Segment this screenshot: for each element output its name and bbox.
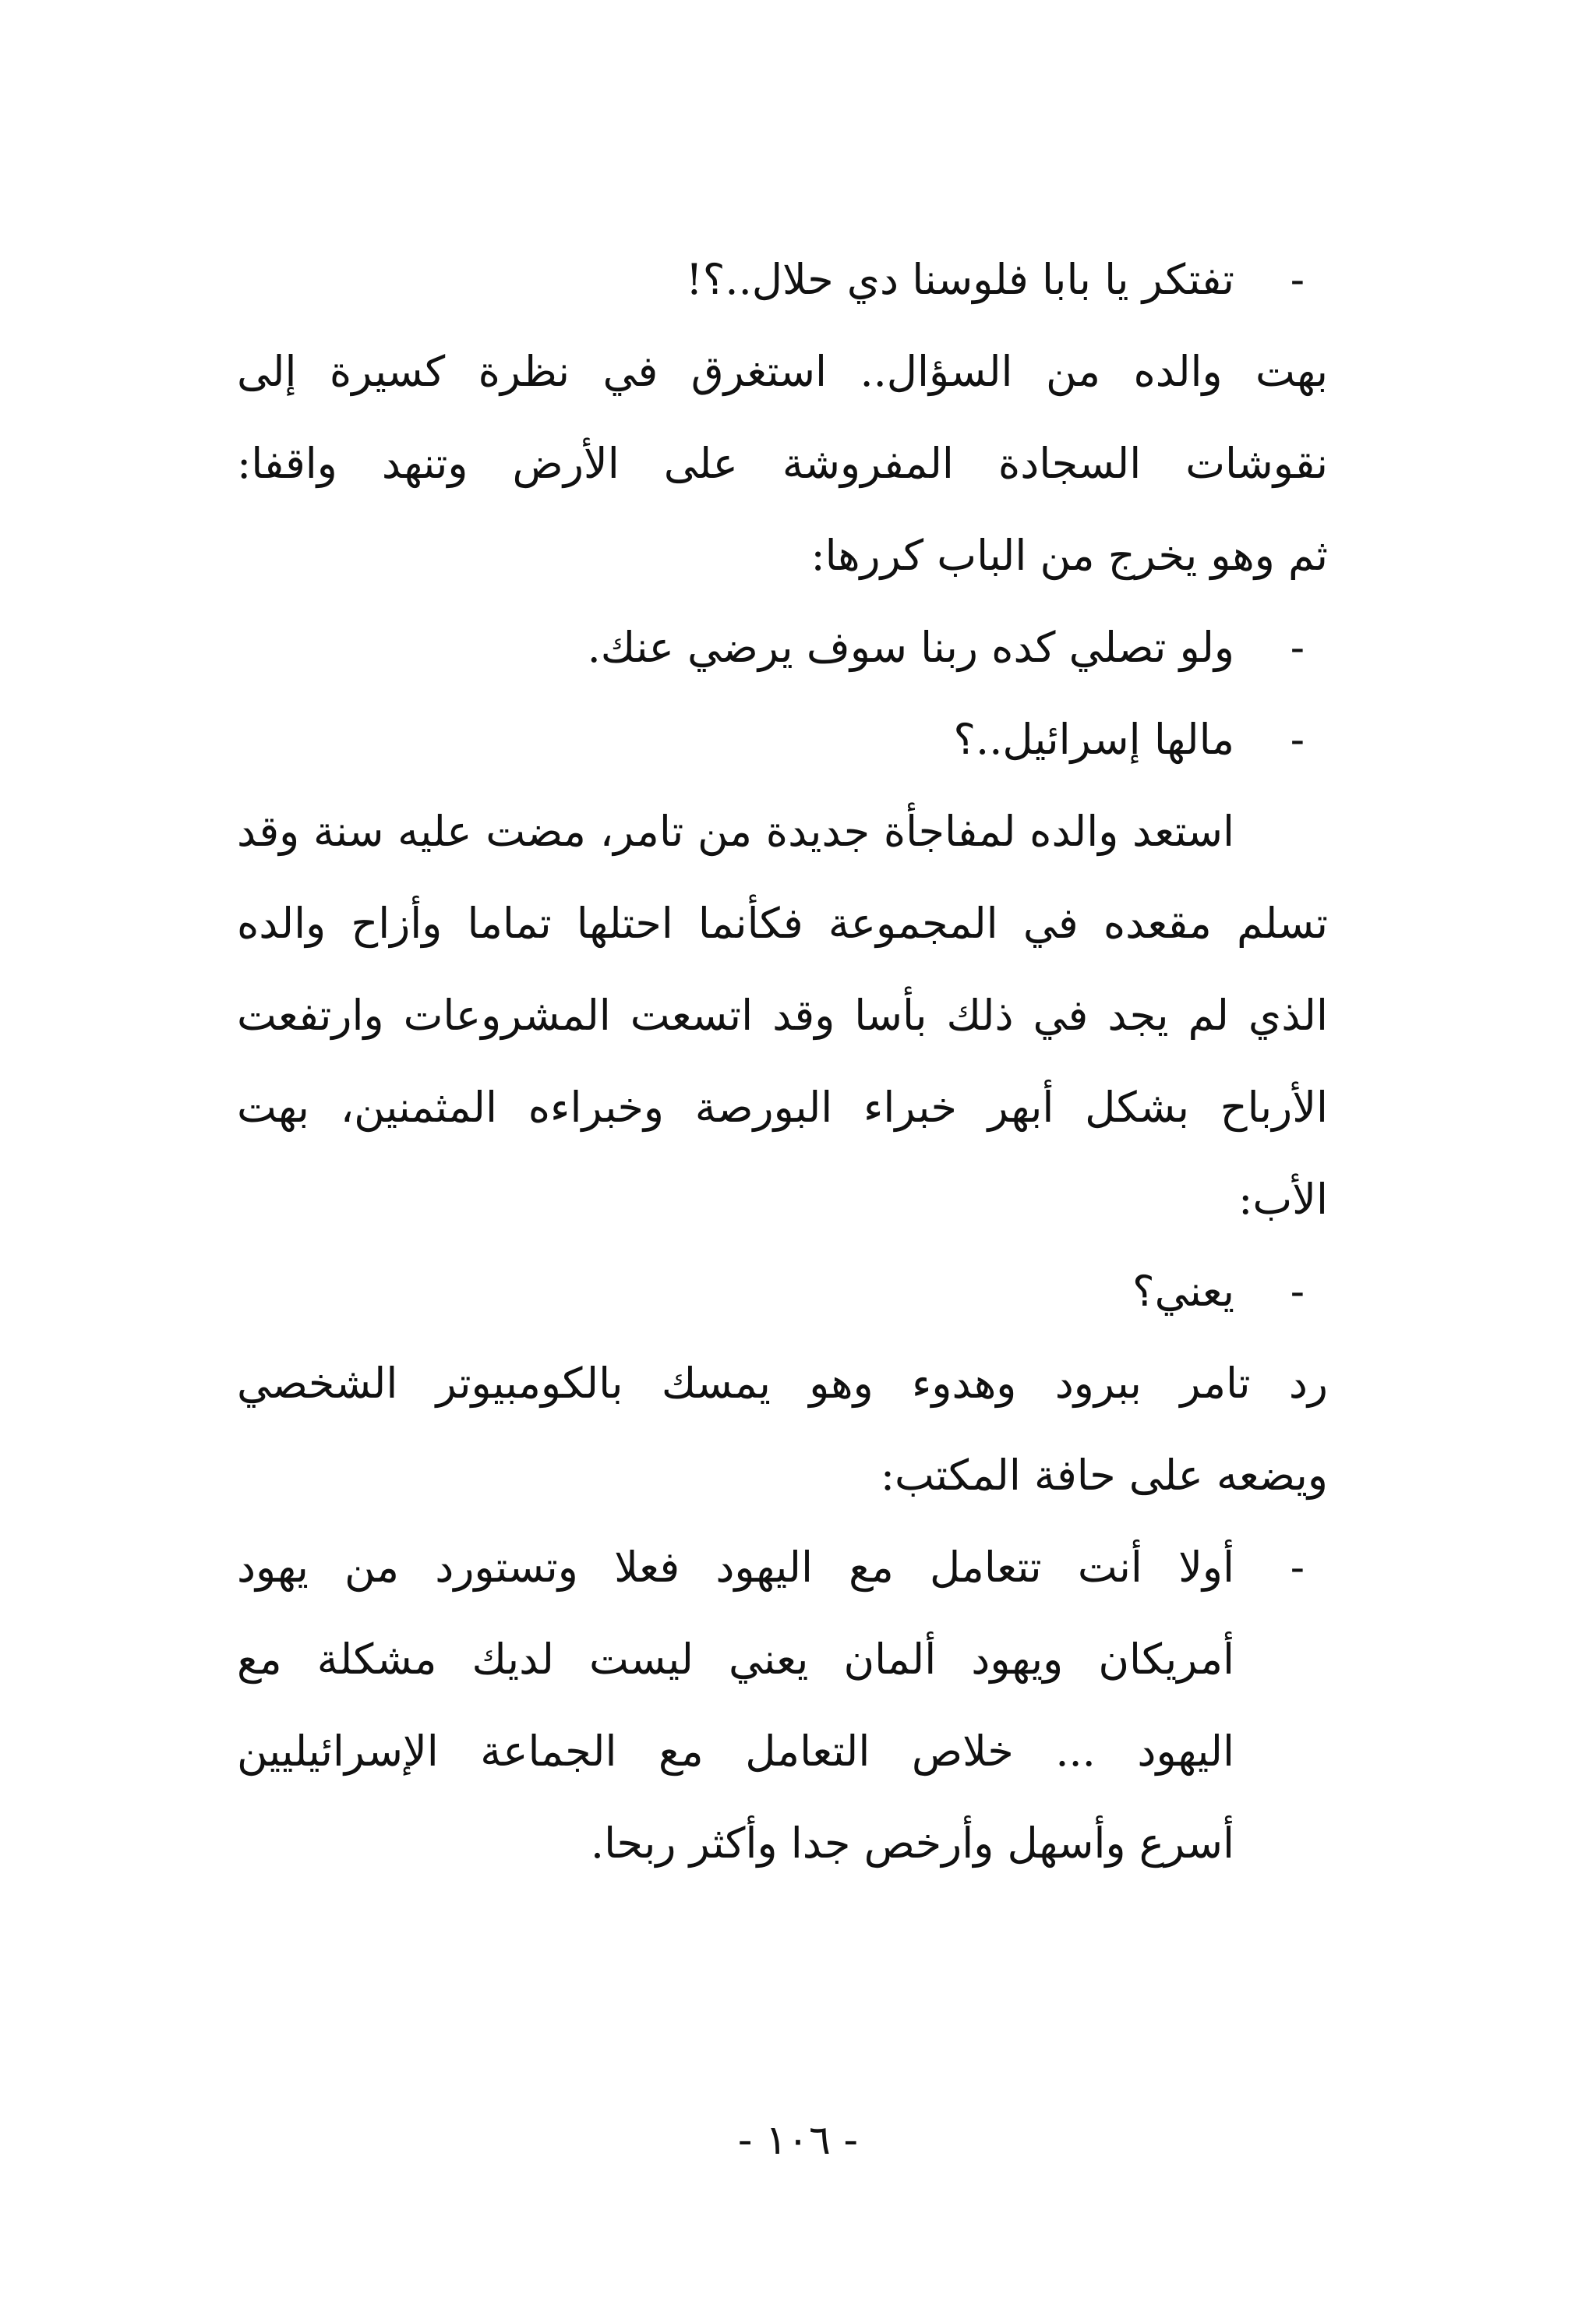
paragraph-line-10: ويضعه على حافة المكتب:: [880, 1451, 1328, 1500]
dialog-multiline: [237, 1522, 1328, 1890]
paragraph-line-4: استعد والده لمفاجأة جديدة من تامر، مضت عليه سنة وقد: [237, 807, 1234, 856]
paragraph-line-3: ثم وهو يخرج من الباب كررها:: [810, 531, 1328, 580]
dialog-text: يعني؟: [1132, 1267, 1234, 1316]
dialog-multiline-line-3: اليهود ... خلاص التعامل مع الجماعة الإسرائيليين: [237, 1727, 1234, 1776]
paragraph-line-1: بهت والده من السؤال.. استغرق في نظرة كسيرة إلى: [237, 347, 1328, 396]
dialog-text: مالها إسرائيل..؟: [953, 715, 1234, 764]
paragraph-line-9: رد تامر ببرود وهدوء وهو يمسك بالكومبيوتر الشخصي: [237, 1359, 1328, 1408]
paragraph-line-5: تسلم مقعده في المجموعة فكأنما احتلها تماما وأزاح والده: [237, 899, 1328, 948]
dialog-line-2: [237, 602, 1328, 694]
paragraph-line-6: الذي لم يجد في ذلك بأسا وقد اتسعت المشروعات وارتفعت: [237, 991, 1328, 1040]
page-body-text: [237, 234, 1328, 1890]
dialog-dash: -: [1290, 623, 1305, 672]
dialog-dash: -: [1290, 715, 1305, 764]
dialog-line-3: [237, 694, 1328, 786]
dialog-dash: -: [1290, 1543, 1305, 1592]
dialog-dash: -: [1290, 255, 1305, 304]
dialog-multiline-line-1: أولا أنت تتعامل مع اليهود فعلا وتستورد من يهود: [237, 1543, 1234, 1592]
paragraph-line-7: الأرباح بشكل أبهر خبراء البورصة وخبراءه المثمنين، بهت: [237, 1083, 1328, 1132]
dialog-multiline-line-4: أسرع وأسهل وأرخص جدا وأكثر ربحا.: [590, 1819, 1234, 1868]
page-number: - ١٠٦ -: [737, 2117, 859, 2164]
dialog-text: ولو تصلي كده ربنا سوف يرضي عنك.: [587, 623, 1234, 672]
paragraph-line-2: نقوشات السجادة المفروشة على الأرض وتنهد واقفا:: [237, 439, 1328, 488]
paragraph-line-8: الأب:: [1238, 1175, 1328, 1224]
dialog-multiline-line-2: أمريكان ويهود ألمان يعني ليست لديك مشكلة مع: [237, 1635, 1234, 1684]
dialog-dash: -: [1290, 1267, 1305, 1316]
dialog-line-4: [237, 1246, 1328, 1338]
dialog-text: تفتكر يا بابا فلوسنا دي حلال..؟!: [686, 255, 1234, 304]
dialog-line-1: [237, 234, 1328, 326]
